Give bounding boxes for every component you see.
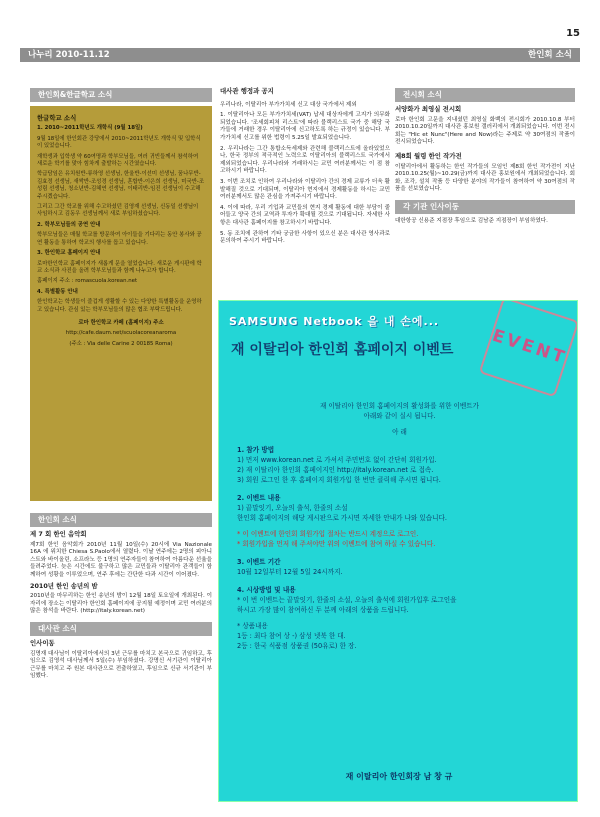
school-item: 9월 18일에 한인회관 강당에서 2010~2011학년도 개학식 및 입학식이 있었습니다. <box>37 135 201 150</box>
event-warning-1: * 이 이벤트에 한인회 회원가입 절차는 반드시 계정으로 로그인. <box>237 530 419 538</box>
notice-para: 1. 이탈리아나 모든 부가가치세(VAT) 납세 대상자에게 고지가 의무화 되었습니다. '조세회피처 리스트'에 따라 블랙리스트 국가 중 해당 국가들에 거래한 경우 이탈리아에 신고하도록 하는 규정이 있습니다. 부가가치세 신고를 위한 법령이 5.25일 발효되었습니다. <box>220 112 390 141</box>
section-head-embassy: 대사관 소식 <box>30 622 212 636</box>
personnel-title: 인사이동 <box>30 638 55 647</box>
event-prize-heading: * 상품내용 <box>237 622 268 630</box>
event-signature: 재 이탈리아 한인회장 남 창 규 <box>345 772 453 781</box>
event-how-3: 3) 회원 로그인 한 후 홈페이지 회원가입 한 번만 클릭해 주시면 됩니다. <box>237 476 441 484</box>
school-news-title: 한글학교 소식 <box>37 114 77 122</box>
school-item: 한인학교는 학생들이 즐겁게 생활할 수 있는 다양한 특별활동을 운영하고 있습니다. 관심 있는 학부모님들의 많은 협조 부탁드립니다. <box>37 299 202 313</box>
embassy-notice-title: 대사관 행정과 공지 <box>220 87 274 95</box>
cafe-url[interactable]: http://cafe.daum.net/scuolacoreanaroma <box>65 330 177 337</box>
school-item: 3. 한인학교 홈페이지 안내 <box>37 250 101 257</box>
exhibition-1-text: 로마 한인회 고문을 지내셨던 최영실 화백의 전시회가 2010.10.8 부터 2010.10.20일까지 대사관 홍보원 갤러리에서 개최되었습니다. 이번 전시회는 "Hic et Nunc"(Here and Now)라는 주제로 약 30여점의 작품이 전시되었습니다. <box>395 116 575 146</box>
header-bar <box>20 48 580 62</box>
left-column <box>30 88 212 684</box>
concert-text: 제7회 한인 음악회가 2010년 11월 10일(수) 20시에 Via Nazionale 16A 에 위치한 Chiesa S.Paolo에서 열렸다. 이날 연주에는 2명의 피아니스트와 바이올린, 소프라노 등 1명의 연주자들이 참여하여 아름다운 선율을 들려주었다. 늦은 시간에도 불구하고 많은 교민들과 이탈리아 관객들이 함께하여 성황을 이루었으며, 연주 후에는 간단한 다과 시간이 이어졌다. <box>30 541 212 578</box>
community-news <box>30 531 212 616</box>
event-how-2: 2) 재 이탈리아 한인회 홈페이지인 http://italy.korean.net 로 접속. <box>237 466 434 474</box>
event-content-2: 한인회 홈페이지의 해당 게시판으로 가시면 자세한 안내가 나와 있습니다. <box>237 514 447 522</box>
event-how-1: 1) 먼저 www.korean.net 로 가셔서 주민번호 없이 간단히 회원가입. <box>237 456 437 464</box>
exhibition-2-title: 제8회 월령 한인 작가전 <box>395 151 462 160</box>
notice-para: 5. 동 조치에 관하여 기타 궁금한 사항이 있으신 분은 대사관 영사과로 문의하여 주시기 바랍니다. <box>220 230 390 245</box>
school-item: 학급담임은 유치원반-류하영 선생님, 한울반-이선미 선생님, 꿈나무반-김효정 선생님, 새싹반-조성경 선생님, 혼합반-이은희 선생님, 미국반-조성림 선생님, 청소년반-김혜연 선생님, 이태리반-임진 선생님이 수고해 주시겠습니다. <box>37 171 205 200</box>
section-head-personnel: 각 기관 인사이동 <box>395 200 575 214</box>
event-prize-desc-1: * 이 번 이벤트는 끝말잇기, 한줄의 소설, 오늘의 출석에 회원가입후 로그인을 <box>237 596 457 604</box>
event-prize-desc-2: 하시고 가장 많이 참여하신 두 분께 아래의 상품을 드립니다. <box>237 606 409 614</box>
exhibition-1-title: 서양화가 최영실 전시회 <box>395 105 462 113</box>
header-right: 한인회 소식 <box>527 50 572 60</box>
notice-para: 우리나라, 이탈리아 부가가치세 신고 대상 국가에서 제외 <box>220 101 357 108</box>
school-item: 홈페이지 주소 : romascuola.korean.net <box>37 278 138 285</box>
embassy-news <box>30 640 212 681</box>
newsletter-page <box>20 8 580 808</box>
event-center-label: 아 래 <box>392 428 407 436</box>
section-head-exhibition: 전시회 소식 <box>395 88 575 102</box>
notice-para: 3. 이번 조치로 인하여 우리나라와 이탈리아 간의 경제 교류가 더욱 활발해질 것으로 기대되며, 이탈리아 현지에서 경제활동을 하시는 교민 여러분께서도 많은 관심을 가져주시기 바랍니다. <box>220 178 390 201</box>
middle-column <box>220 88 390 249</box>
event-prize-1: 1등 : 최다 참여 상 -) 삼성 넷북 한 대. <box>237 632 346 640</box>
event-advertisement <box>218 300 578 802</box>
notice-para: 4. 이에 따라, 우리 기업과 교민들의 현지 경제 활동에 대한 부담이 줄어들고 양국 간의 교역과 투자가 확대될 것으로 기대됩니다. 자세한 사항은 대사관 홈페이지를 참고하시기 바랍니다. <box>220 204 390 226</box>
page-number: 15 <box>566 28 580 39</box>
event-body <box>237 401 562 651</box>
event-period: 10월 12일부터 12월 5일 24시까지. <box>237 568 343 576</box>
personnel-move-text: 대한항공 신용준 지점장 후임으로 김남준 지점장이 부임하였다. <box>395 217 548 224</box>
event-prize-title: 4. 시상방법 및 내용 <box>237 586 296 594</box>
notice-para: 2. 우리나라는 그간 통합소득세제와 관련해 블랙리스트에 올라있었으나, 한국 정부의 적극적인 노력으로 이탈리아의 블랙리스트 국가에서 제외되었습니다. 우리나라와 거래하시는 교민 여러분께서는 이 점 참고하시기 바랍니다. <box>220 145 390 175</box>
right-column <box>395 88 575 229</box>
event-warning-2: * 회원가입을 먼저 해 주셔야만 위의 이벤트에 참여 하실 수 있습니다. <box>237 540 436 548</box>
exhibition-2-text: 이탈리아에서 활동하는 한인 작가들의 모임인 제8회 한인 작가전이 지난 2010.10.25(월)~10.29(금)까지 대사관 홍보원에서 개최되었습니다. 회화, 조각, 설치 작품 등 다양한 분야의 작가들이 참여하여 약 30여점의 작품을 선보였습니다. <box>395 163 575 193</box>
event-intro-2: 아래와 같이 실시 됩니다. <box>363 412 436 420</box>
school-item: 그리고 그간 학교를 위해 수고하셨던 김영재 선생님, 신동일 선생님이 사임하시고 김동우 선생님께서 새로 부임하셨습니다. <box>37 204 199 218</box>
school-item: 재학생과 입학생 약 60여명과 학부모님들, 여러 귀빈들께서 참석하여 새로운 학기를 맞아 힘차게 출발하는 시간였습니다. <box>37 153 199 168</box>
event-period-title: 3. 이벤트 기간 <box>237 558 281 566</box>
section-head-community: 한인회 소식 <box>30 513 212 527</box>
party-title: 2010년 한인 송년의 밤 <box>30 581 98 590</box>
samsung-netbook-logo: SAMSUNG Netbook 을 내 손에... <box>229 315 440 328</box>
header-left: 나누리 2010-11.12 <box>28 50 110 60</box>
school-item: 학부모님들은 매월 학교를 방문하여 아이들을 기다리는 동안 봉사와 공연 활동을 통하여 학교의 행사를 돕고 있습니다. <box>37 232 202 246</box>
concert-title: 제 7 회 한인 음악회 <box>30 530 87 538</box>
personnel-text: 김명재 대사님이 이탈리아에서의 3년 근무를 마치고 본국으로 귀임하고, 후임으로 김영석 대사님께서 5일(수) 부임하셨다. 강명신 서기관이 이탈리아 근무를 마치고 주 원본 대사관으로 전출하였고, 후임으로 신규 서기관이 부임했다. <box>30 650 212 680</box>
event-how-title: 1. 참가 방법 <box>237 446 275 454</box>
event-intro-1: 재 이탈리아 한인회 홈페이지의 활성화를 위한 이벤트가 <box>319 402 480 410</box>
cafe-label: 로마 한인학교 카페 (홈페이지) 주소 <box>78 319 164 326</box>
school-item: 1. 2010~2011학년도 개학식 (9월 18일) <box>37 125 143 132</box>
event-stamp: EVENT <box>479 300 578 397</box>
cafe-address: (주소 : Via delle Carine 2 00185 Roma) <box>69 340 173 347</box>
party-text: 2010년을 마무리하는 한인 송년의 밤이 12월 18일 토요일에 개최된다. 이 자리에 장소는 이탈리아 한인회 홈페이지에 공지될 예정이며 교민 여러분의 많은 참석을 바란다. (http://italy.korean.net) <box>30 593 212 615</box>
school-item: 4. 특별활동 안내 <box>37 288 78 295</box>
event-content-title: 2. 이벤트 내용 <box>237 494 281 502</box>
school-news-box <box>30 106 212 501</box>
event-prize-2: 2등 : 한국 식품점 상품권 (50유로) 한 장. <box>237 642 357 650</box>
event-content-1: 1) 끝말잇기, 오늘의 출석, 한줄의 소설 <box>237 504 348 512</box>
school-item: 2. 학부모님들의 공연 안내 <box>37 221 101 228</box>
school-item: 로마한인학교 홈페이지가 새롭게 문을 열었습니다. 새로운 게시판에 학교 소식과 사진을 올려 학부모님들과 함께 나누고자 합니다. <box>37 260 202 274</box>
section-head-community-school: 한인회&한글학교 소식 <box>30 88 212 102</box>
event-title: 재 이탈리아 한인회 홈페이지 이벤트 <box>231 342 454 358</box>
